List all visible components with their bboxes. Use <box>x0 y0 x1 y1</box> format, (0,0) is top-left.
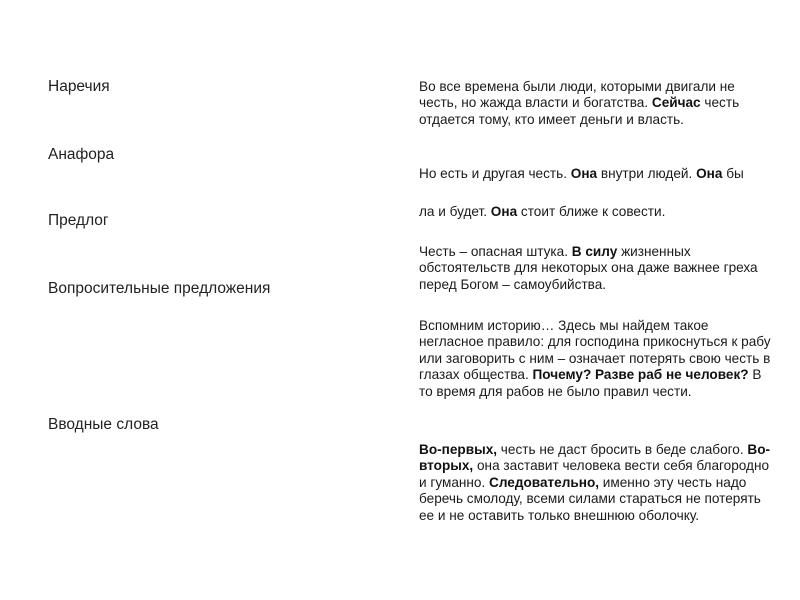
paragraph-2-text-mid: внутри людей. <box>597 166 697 181</box>
paragraph-5-text-end: В то время для рабов не было правил чести. <box>419 367 762 399</box>
paragraph-3-text: ла и будет. <box>419 204 491 219</box>
paragraph-3 <box>419 204 774 220</box>
paragraph-2-text-end: бы <box>722 166 744 181</box>
paragraph-1-text-end: честь отдается тому, кто имеет деньги и власть. <box>419 95 740 127</box>
term-interrogative-sentences: Вопросительные предложения <box>48 280 271 297</box>
term-introductory-words: Вводные слова <box>48 416 159 433</box>
paragraph-1-bold-now: Сейчас <box>651 95 701 111</box>
term-preposition: Предлог <box>48 212 109 229</box>
paragraph-1 <box>419 79 774 128</box>
paragraph-6-text-3: именно эту честь надо беречь смолоду, всеми силами стараться не потерять ее и не оставить только внешнюю оболочку. <box>419 474 761 523</box>
term-anaphora: Анафора <box>48 146 115 163</box>
paragraph-4 <box>419 244 774 293</box>
term-adverbs: Наречия <box>48 78 110 95</box>
paragraph-6-text-1: честь не даст бросить в беде слабого. <box>497 442 748 457</box>
paragraph-2-bold-she-2: Она <box>696 166 723 181</box>
paragraph-6-bold-therefore: Следовательно, <box>489 474 600 490</box>
paragraph-3-text-end: стоит ближе к совести. <box>517 204 666 219</box>
paragraph-5-text: Вспомним историю… Здесь мы найдем такое негласное правило: для господина прикоснуться к рабу или заговорить с ним – означает потерять свою честь в глазах общества. <box>419 318 771 383</box>
paragraph-2-bold-she-1: Она <box>570 166 598 181</box>
paragraph-4-text-end: жизненных обстоятельств для некоторых она даже важнее греха перед Богом – самоубийства. <box>419 244 758 292</box>
paragraph-2 <box>419 166 774 182</box>
paragraph-4-bold-by-virtue: В силу <box>571 244 618 259</box>
paragraph-5-bold-questions: Почему? Разве раб не человек? <box>532 367 749 383</box>
paragraph-4-text: Честь – опасная штука. <box>419 244 572 259</box>
paragraph-6-text-2: она заставит человека вести себя благородно и гуманно. <box>419 458 770 490</box>
paragraph-3-bold-she: Она <box>490 204 518 219</box>
paragraph-2-text: Но есть и другая честь. <box>419 166 571 181</box>
paragraph-6-bold-firstly: Во-первых, <box>419 442 498 457</box>
paragraph-1-text: Во все времена были люди, которыми двигали не честь, но жажда власти и богатства. <box>419 79 735 111</box>
paragraph-6-bold-secondly: Во-вторых, <box>419 442 771 474</box>
paragraph-6 <box>419 442 774 524</box>
paragraph-5 <box>419 318 774 400</box>
